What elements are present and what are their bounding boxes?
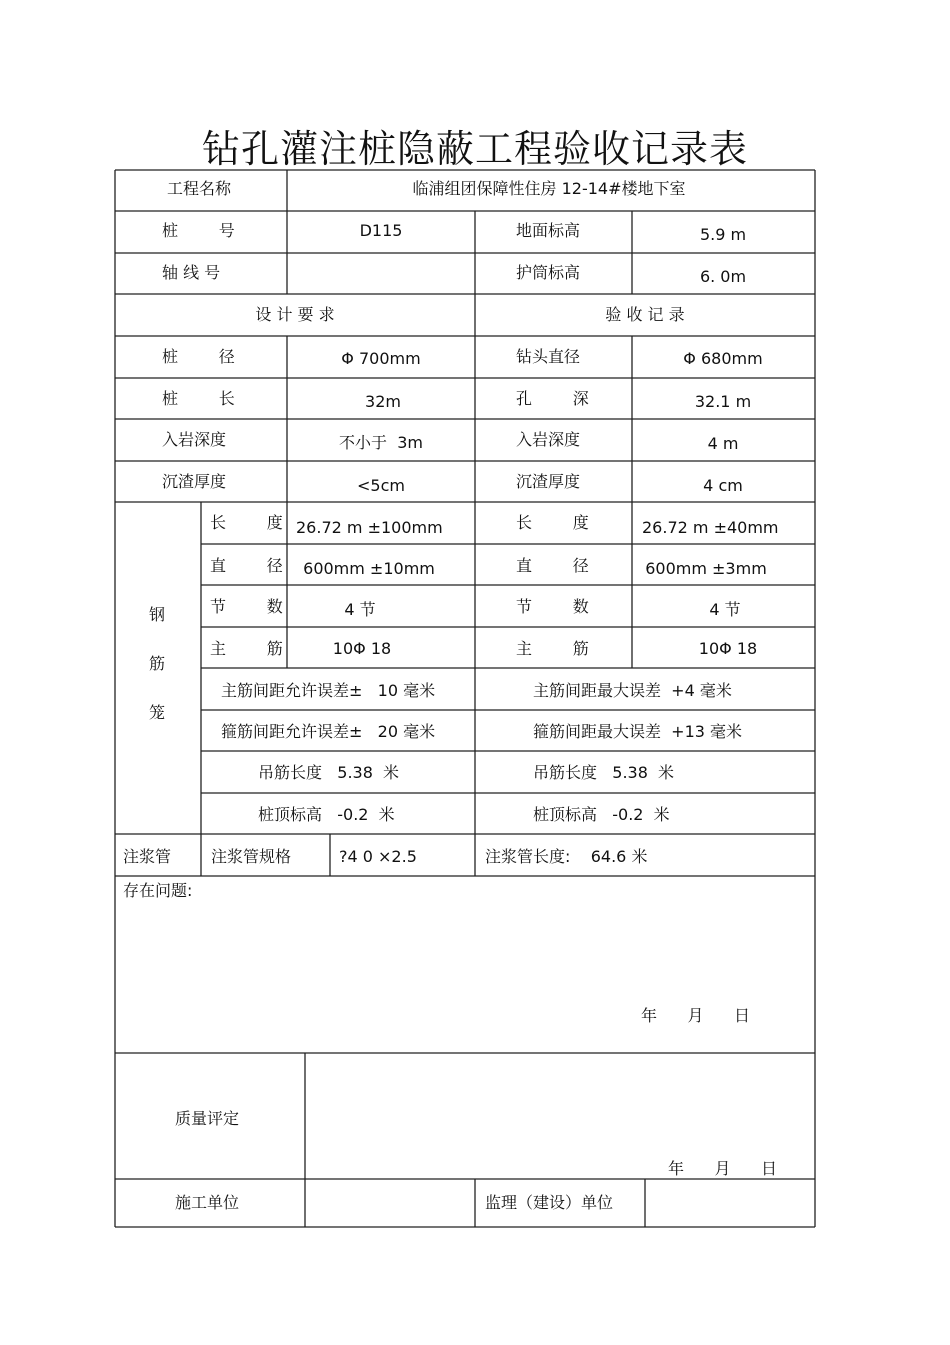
rock-depth-record-value: 4 m [707,434,739,453]
pile-len-label: 桩 长 [162,389,235,408]
sediment-record-value: 4 cm [703,476,743,495]
cage-sections-record: 4 节 [709,600,741,619]
rock-depth-design-value: 不小于 3m [339,433,423,452]
grout-spec-label: 注浆管规格 [211,847,292,866]
supervision-unit-label: 监理（建设）单位 [485,1193,614,1212]
bit-dia-label: 钻头直径 [516,347,581,366]
main-bar-design: 10Φ 18 [332,639,392,658]
casing-elev-label: 护筒标高 [516,263,581,282]
project-value: 临浦组团保障性住房 12-14#楼地下室 [412,179,686,198]
hanger-len-design: 吊筋长度 5.38 米 [258,763,400,782]
cage-sections-design: 4 节 [344,600,376,619]
sediment-record-label: 沉渣厚度 [516,472,581,491]
pile-no-label: 桩 号 [162,221,235,240]
main-bar-record-label: 主 筋 [516,639,589,658]
grout-length: 注浆管长度: 64.6 米 [485,847,648,866]
bit-dia-value: Φ 680mm [683,349,763,368]
cage-diameter-record: 600mm ±3mm [645,559,767,578]
stirrup-spacing-design: 箍筋间距允许误差± 20 毫米 [221,722,436,741]
quality-date: 年 月 日 [668,1159,778,1178]
cage-diameter-record-label: 直 径 [516,556,589,575]
grout-spec-value: ?4 0 ×2.5 [339,847,417,866]
pile-dia-value: Φ 700mm [341,349,421,368]
cage-length-design: 26.72 m ±100mm [296,518,443,537]
grout-label: 注浆管 [123,847,172,866]
hanger-len-record: 吊筋长度 5.38 米 [533,763,675,782]
cage-diameter-label: 直 径 [210,556,283,575]
axis-label: 轴 线 号 [162,263,221,282]
cage-length-record: 26.72 m ±40mm [642,518,779,537]
record-header: 验 收 记 录 [605,305,685,324]
cage-length-label: 长 度 [210,513,283,532]
issues-date: 年 月 日 [641,1006,751,1025]
project-label: 工程名称 [166,179,232,198]
pile-no-value: D115 [359,221,403,240]
top-elev-design: 桩顶标高 -0.2 米 [258,805,395,824]
main-bar-label: 主 筋 [210,639,283,658]
sediment-design-value: <5cm [357,476,405,495]
hole-depth-value: 32.1 m [694,392,752,411]
rock-depth-record-label: 入岩深度 [516,430,581,449]
pile-dia-label: 桩 径 [162,347,235,366]
main-spacing-design: 主筋间距允许误差± 10 毫米 [221,681,436,700]
hole-depth-label: 孔 深 [516,389,589,408]
construction-unit-label: 施工单位 [174,1193,240,1212]
stirrup-spacing-record: 箍筋间距最大误差 +13 毫米 [533,722,743,741]
issues-label: 存在问题: [123,881,193,900]
casing-elev-value: 6. 0m [699,267,747,286]
design-header: 设 计 要 求 [255,305,335,324]
rock-depth-design-label: 入岩深度 [162,430,227,449]
pile-len-value: 32m [365,392,401,411]
page-title: 钻孔灌注桩隐蔽工程验收记录表 [201,127,748,171]
cage-label: 钢 筋 笼 [149,605,166,722]
top-elev-record: 桩顶标高 -0.2 米 [533,805,670,824]
cage-length-record-label: 长 度 [516,513,589,532]
cage-sections-label: 节 数 [210,597,283,616]
sediment-design-label: 沉渣厚度 [162,472,227,491]
quality-label: 质量评定 [174,1109,240,1128]
main-bar-record: 10Φ 18 [698,639,758,658]
main-spacing-record: 主筋间距最大误差 +4 毫米 [533,681,732,700]
cage-diameter-design: 600mm ±10mm [303,559,435,578]
ground-elev-label: 地面标高 [516,221,581,240]
ground-elev-value: 5.9 m [699,225,747,244]
cage-sections-record-label: 节 数 [516,597,589,616]
